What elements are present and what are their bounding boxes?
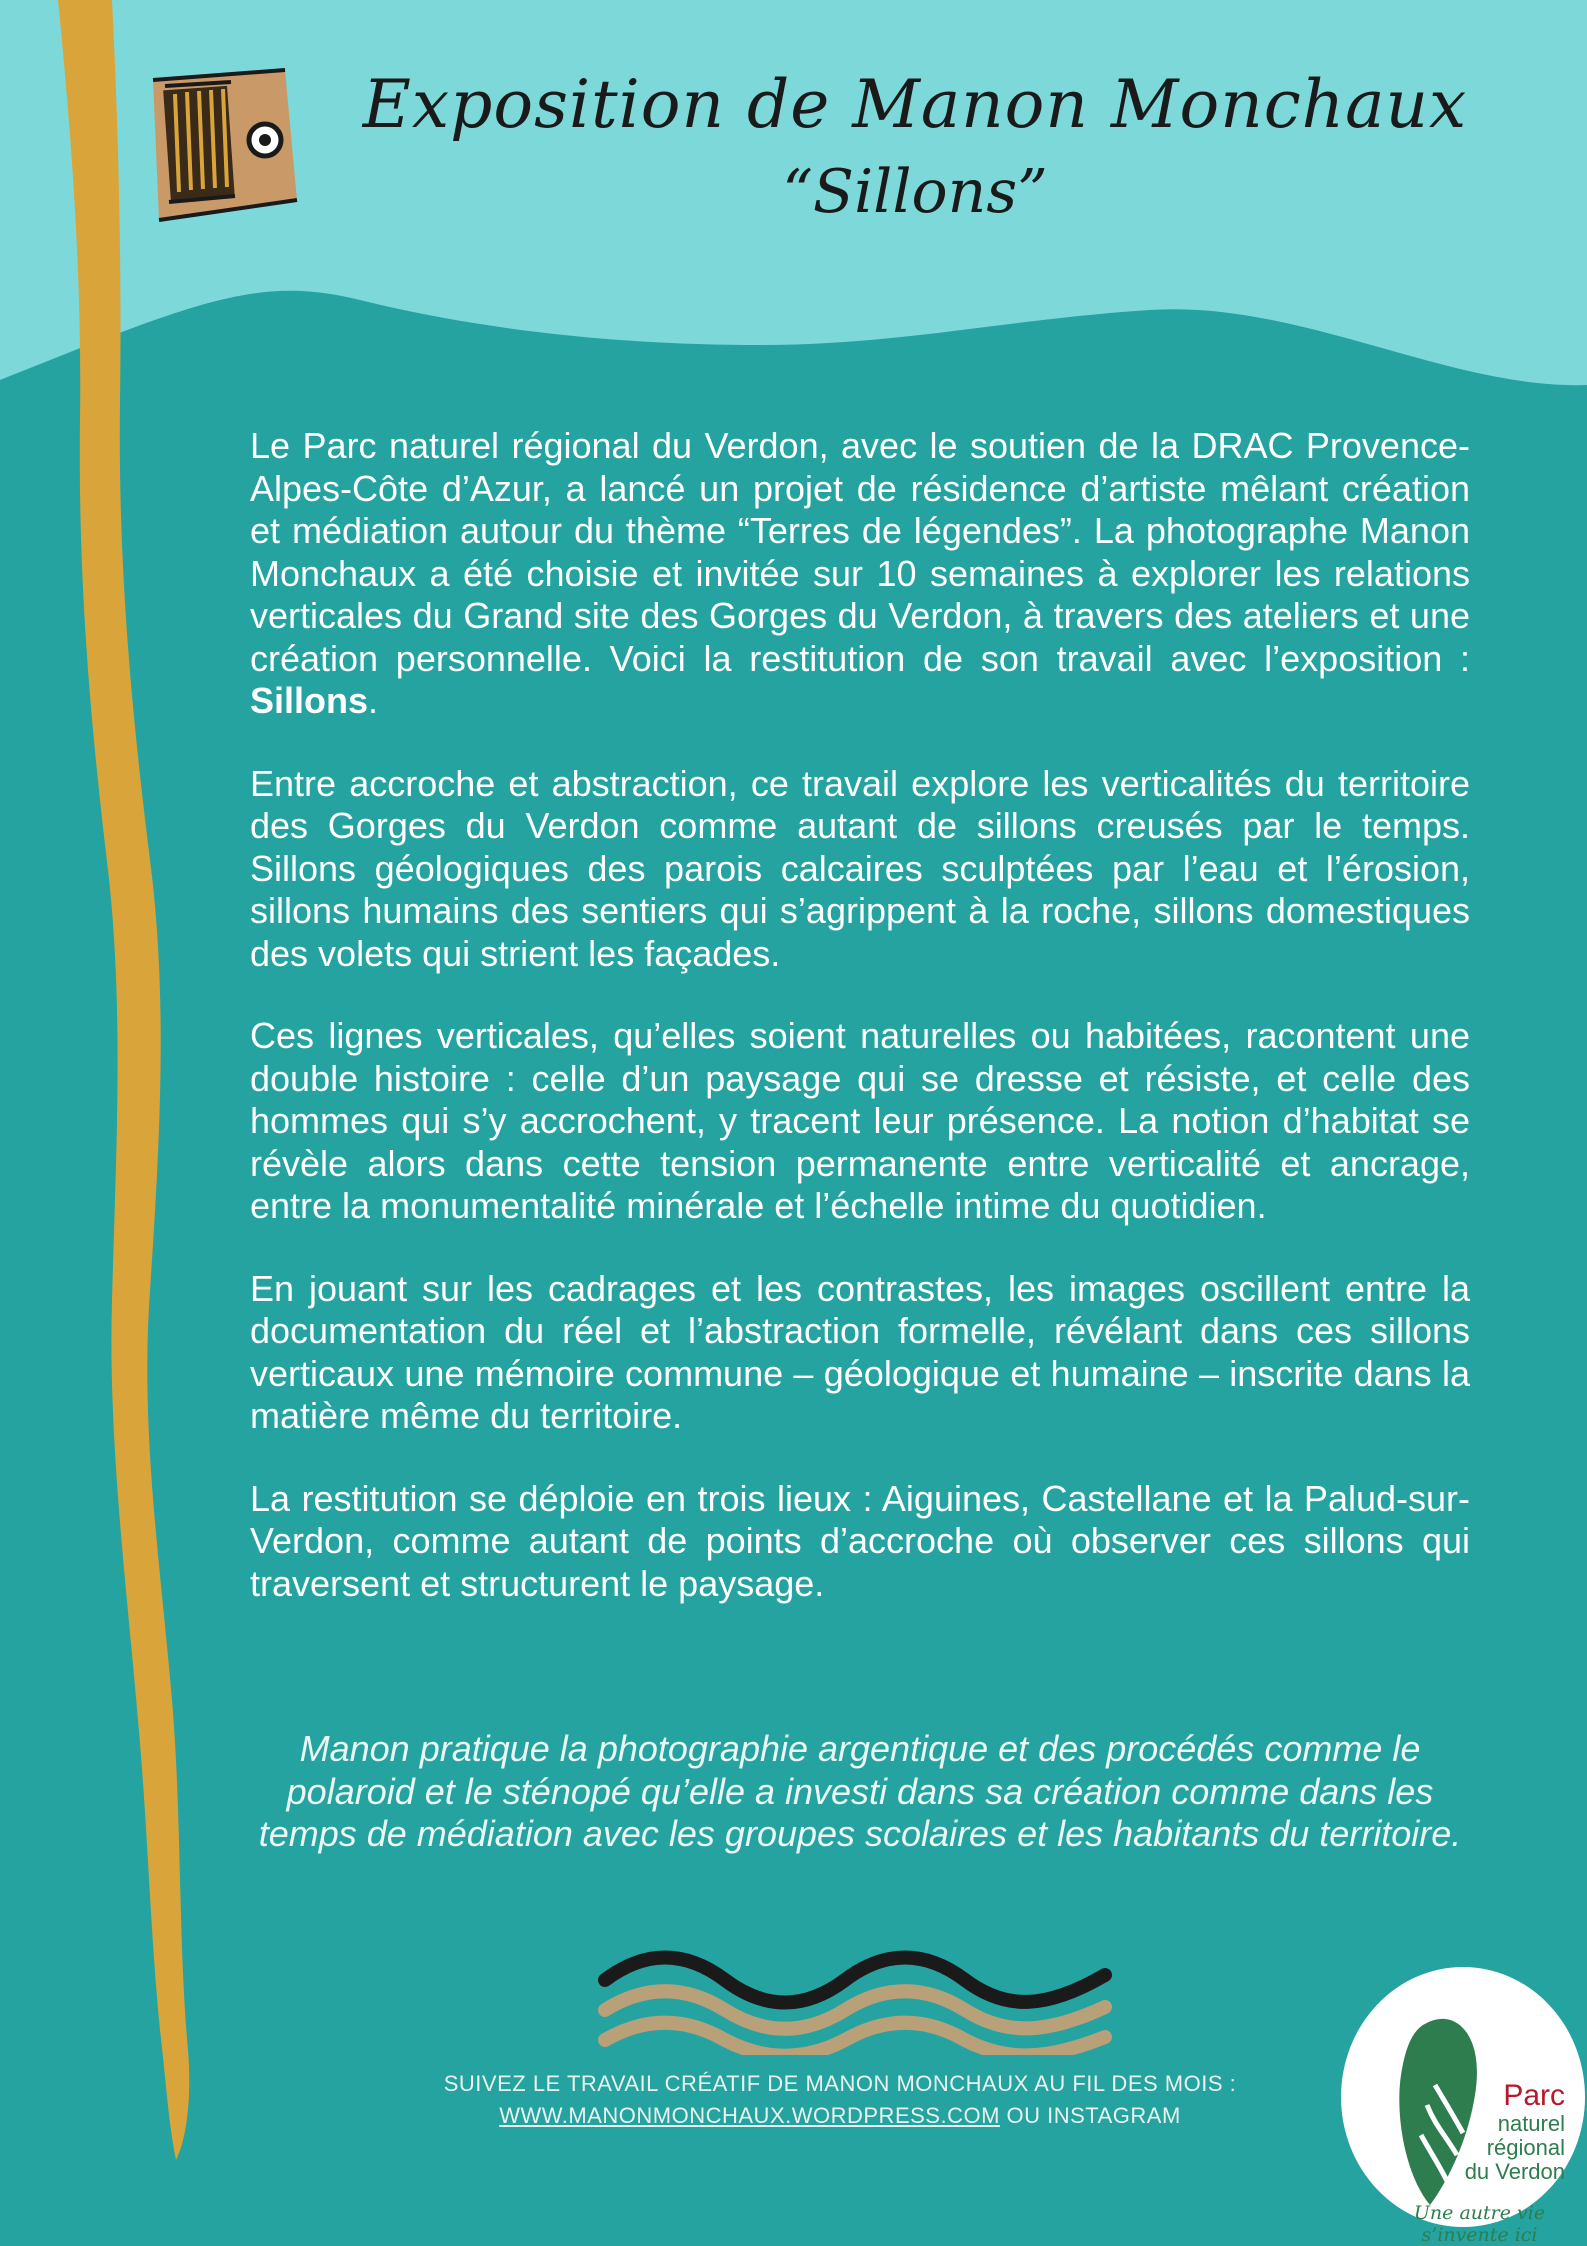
logo-tagline: Une autre vie s’invente ici (1413, 2202, 1546, 2246)
camera-icon (125, 60, 325, 230)
footer-line1: SUIVEZ LE TRAVAIL CRÉATIF DE MANON MONCHAUX AU FIL DES MOIS : (443, 2071, 1237, 2096)
paragraph-1-end: . (368, 680, 379, 721)
logo-line-regional: régional (1486, 2135, 1565, 2160)
paragraph-1-text: Le Parc naturel régional du Verdon, avec le soutien de la DRAC Provence-Alpes-Côte d’Azur, a lancé un projet de résidence d’artiste mêlant création et médiation autour du thème “Terres de légendes”. La photographe Manon Monchaux a été choisie et invitée sur 10 semaines à explorer les relations verticales du Grand site des Gorges du Verdon, à travers des ateliers et une création personnelle. Voici la restitution de son travail avec l’exposition : (250, 425, 1470, 679)
logo-line-parc: Parc (1503, 2079, 1565, 2112)
logo-line-naturel: naturel (1497, 2111, 1565, 2136)
paragraph-2: Entre accroche et abstraction, ce travail explore les verticalités du territoire des Gorges du Verdon comme autant de sillons creusés par le temps. Sillons géologiques des parois calcaires sculptées par l’eau et l’érosion, sillons humains des sentiers qui s’agrippent à la roche, sillons domestiques des volets qui strient les façades. (250, 762, 1470, 974)
exhibition-name-text: “Sillons” (782, 157, 1048, 227)
paragraph-3: Ces lignes verticales, qu’elles soient naturelles ou habitées, racontent une double histoire : celle d’un paysage qui se dresse et résiste, et celle des hommes qui s’y accrochent, y tracent leur présence. La notion d’habitat se révèle alors dans cette tension permanente entre verticalité et ancrage, entre la monumentalité minérale et l’échelle intime du quotidien. (250, 1015, 1470, 1226)
website-link[interactable]: WWW.MANONMONCHAUX.WORDPRESS.COM (499, 2103, 1000, 2128)
page-title: Exposition de Manon Monchaux (362, 66, 1468, 143)
svg-text:✱: ✱ (1419, 1998, 1438, 2023)
footer (340, 2068, 1340, 2132)
artist-note: Manon pratique la photographie argentique et des procédés comme le polaroid et le sténopé qu’elle a investi dans sa création comme dans les temps de médiation avec les groupes scolaires et les habitants du territoire. (258, 1728, 1462, 1854)
paragraph-5: La restitution se déploie en trois lieux : Aiguines, Castellane et la Palud-sur-Verdon, comme autant de points d’accroche où observer ces sillons qui traversent et structurent le paysage. (250, 1477, 1470, 1604)
paragraph-1-bold: Sillons (250, 680, 369, 721)
waves-icon (595, 1945, 1115, 2055)
exhibition-name (764, 150, 1066, 234)
footer-suffix: OU INSTAGRAM (999, 2103, 1181, 2128)
logo-text (1455, 2080, 1565, 2184)
footer-line2 (340, 2100, 1340, 2132)
body-text (250, 425, 1470, 1605)
paragraph-1 (250, 425, 1470, 723)
title-block (360, 60, 1470, 234)
logo-line-verdon: du Verdon (1464, 2159, 1565, 2184)
paragraph-4: En jouant sur les cadrages et les contrastes, les images oscillent entre la documentation du réel et l’abstraction formelle, révélant dans ces sillons verticaux une mémoire commune – géologique et humaine – inscrite dans la matière même du territoire. (250, 1267, 1470, 1436)
